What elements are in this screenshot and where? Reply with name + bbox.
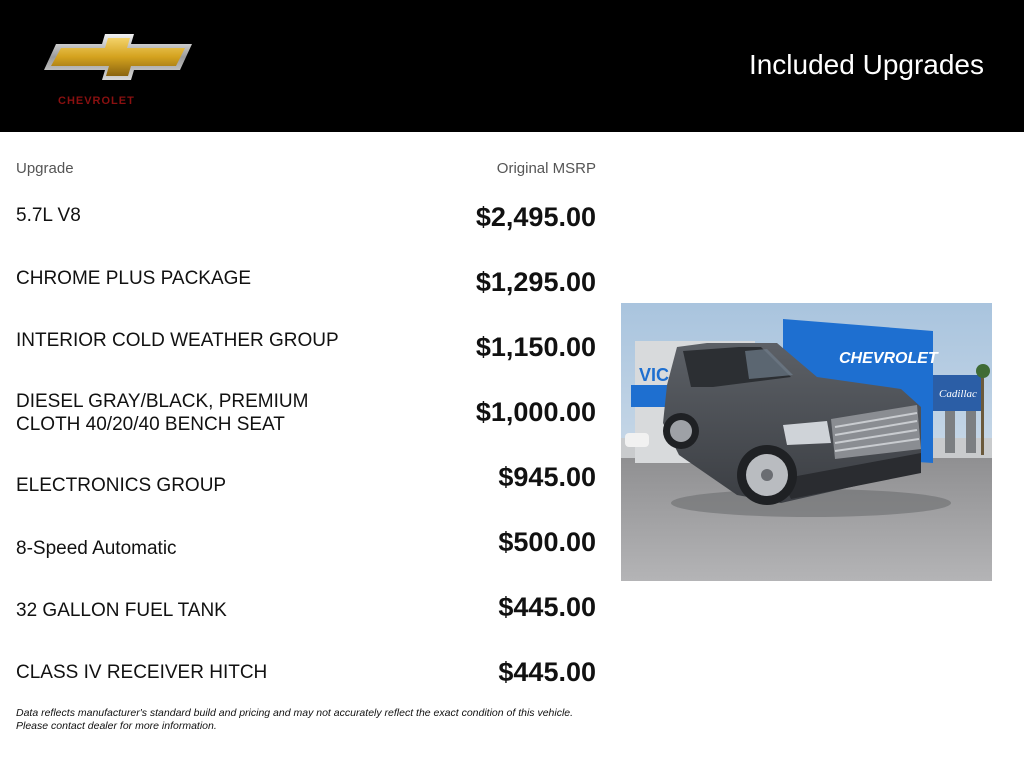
upgrade-name: 5.7L V8 bbox=[16, 205, 81, 226]
page-title: Included Upgrades bbox=[748, 49, 984, 80]
table-row bbox=[16, 391, 596, 457]
chevrolet-sign: CHEVROLET bbox=[839, 350, 938, 367]
table-row bbox=[16, 202, 596, 262]
upgrade-price: $445.00 bbox=[498, 592, 596, 622]
table-row bbox=[16, 267, 596, 327]
disclaimer-line-1: Data reflects manufacturer's standard build and pricing and may not accurately reflect the exact condition of this vehicle. bbox=[16, 707, 574, 719]
dealer-sign-partial: VIC bbox=[639, 365, 670, 385]
upgrade-name: CLASS IV RECEIVER HITCH bbox=[16, 662, 268, 683]
upgrade-name: 8-Speed Automatic bbox=[16, 538, 177, 559]
upgrade-price: $500.00 bbox=[498, 527, 596, 557]
table-row bbox=[16, 332, 596, 392]
disclaimer-text bbox=[16, 707, 616, 733]
column-header-upgrade: Upgrade bbox=[16, 160, 74, 177]
upgrade-name: ELECTRONICS GROUP bbox=[16, 475, 227, 496]
cadillac-sign: Cadillac bbox=[939, 388, 977, 400]
vehicle-photo bbox=[621, 303, 992, 581]
upgrade-name: CHROME PLUS PACKAGE bbox=[16, 268, 252, 289]
upgrade-price: $945.00 bbox=[498, 462, 596, 492]
upgrade-price: $1,295.00 bbox=[475, 267, 596, 297]
upgrade-name: DIESEL GRAY/BLACK, PREMIUM CLOTH 40/20/40 BENCH SEAT bbox=[16, 391, 309, 435]
upgrade-price: $1,000.00 bbox=[475, 397, 596, 427]
upgrade-name: 32 GALLON FUEL TANK bbox=[16, 600, 227, 621]
upgrade-price: $2,495.00 bbox=[475, 202, 596, 232]
disclaimer-line-2: Please contact dealer for more information. bbox=[16, 720, 217, 732]
table-row bbox=[16, 527, 596, 587]
upgrade-price: $1,150.00 bbox=[475, 332, 596, 362]
upgrade-name: INTERIOR COLD WEATHER GROUP bbox=[16, 330, 339, 351]
header-bar bbox=[0, 0, 1024, 132]
table-row bbox=[16, 592, 596, 652]
column-header-msrp: Original MSRP bbox=[496, 160, 596, 177]
logo-wordmark: CHEVROLET bbox=[58, 95, 135, 107]
upgrade-price: $445.00 bbox=[498, 657, 596, 687]
table-row bbox=[16, 462, 596, 522]
